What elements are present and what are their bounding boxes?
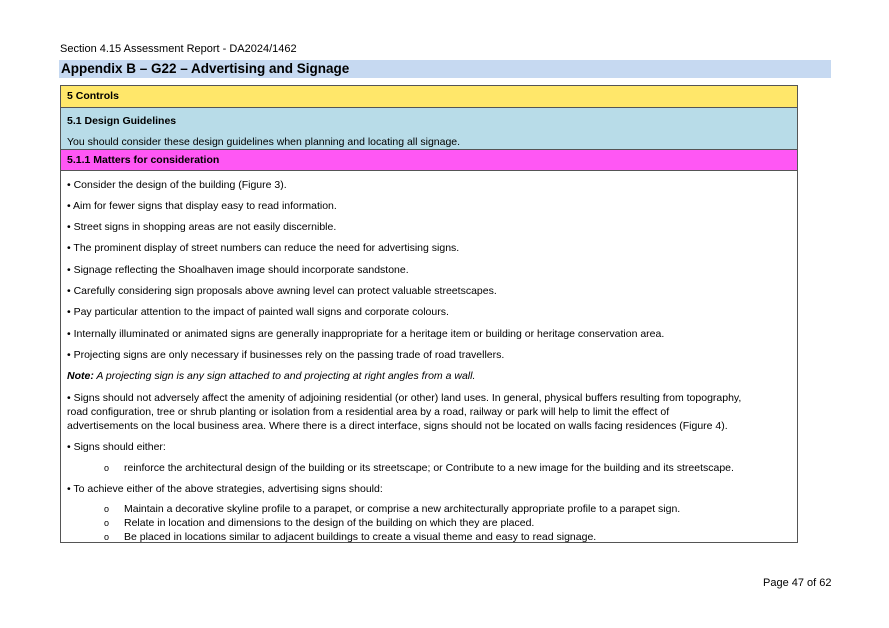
amenity-line: road configuration, tree or shrub planting or isolation from a residential area by a road, railway or park will help to limit the effect of bbox=[67, 406, 670, 418]
list-item: • Internally illuminated or animated signs are generally inappropriate for a heritage item or building or heritage conservation area. bbox=[67, 328, 665, 340]
list-item: • Signage reflecting the Shoalhaven image should incorporate sandstone. bbox=[67, 264, 409, 276]
sub-list-item bbox=[104, 462, 734, 474]
amenity-line: advertisements on the local business area. Where there is a direct interface, signs should not be located on walls facing residences (Figure 4). bbox=[67, 420, 728, 432]
list-item: • Consider the design of the building (Figure 3). bbox=[67, 179, 287, 191]
sub-list-text: Relate in location and dimensions to the design of the building on which they are placed. bbox=[124, 517, 535, 529]
sub-list-text: Maintain a decorative skyline profile to a parapet, or comprise a new architecturally appropriate profile to a parapet sign. bbox=[124, 503, 681, 515]
report-reference: Section 4.15 Assessment Report - DA2024/1462 bbox=[60, 43, 297, 55]
note-text: A projecting sign is any sign attached to and projecting at right angles from a wall. bbox=[93, 370, 476, 382]
circle-bullet-icon: o bbox=[104, 518, 110, 528]
list-item: • Aim for fewer signs that display easy to read information. bbox=[67, 200, 337, 212]
list-item: • Projecting signs are only necessary if businesses rely on the passing trade of road travellers. bbox=[67, 349, 505, 361]
controls-heading: 5 Controls bbox=[61, 86, 797, 108]
note-label: Note: bbox=[67, 370, 94, 382]
list-item: • To achieve either of the above strategies, advertising signs should: bbox=[67, 483, 383, 495]
amenity-line: • Signs should not adversely affect the amenity of adjoining residential (or other) land uses. In general, physical buffers resulting from topography, bbox=[67, 392, 742, 404]
sub-list-item bbox=[104, 531, 596, 543]
sub-list-item bbox=[104, 503, 680, 515]
circle-bullet-icon: o bbox=[104, 463, 110, 473]
design-guidelines-section bbox=[61, 108, 797, 150]
controls-table bbox=[60, 85, 798, 543]
sub-list-text: reinforce the architectural design of the building or its streetscape; or Contribute to a new image for the building and its streetscape. bbox=[124, 462, 734, 474]
list-item: • Street signs in shopping areas are not easily discernible. bbox=[67, 221, 337, 233]
sub-list-text: Be placed in locations similar to adjacent buildings to create a visual theme and easy to read signage. bbox=[124, 531, 597, 543]
note bbox=[67, 370, 475, 382]
appendix-title: Appendix B – G22 – Advertising and Signage bbox=[59, 60, 831, 78]
design-guidelines-heading: 5.1 Design Guidelines bbox=[67, 115, 177, 127]
circle-bullet-icon: o bbox=[104, 504, 110, 514]
list-item: • Carefully considering sign proposals above awning level can protect valuable streetscapes. bbox=[67, 285, 497, 297]
sub-list-item bbox=[104, 517, 534, 529]
list-item: • The prominent display of street numbers can reduce the need for advertising signs. bbox=[67, 242, 460, 254]
circle-bullet-icon: o bbox=[104, 532, 110, 542]
design-guidelines-intro: You should consider these design guidelines when planning and locating all signage. bbox=[67, 136, 461, 148]
matters-heading: 5.1.1 Matters for consideration bbox=[61, 150, 797, 171]
list-item: • Signs should either: bbox=[67, 441, 166, 453]
page-number: Page 47 of 62 bbox=[763, 577, 832, 589]
list-item: • Pay particular attention to the impact of painted wall signs and corporate colours. bbox=[67, 306, 449, 318]
